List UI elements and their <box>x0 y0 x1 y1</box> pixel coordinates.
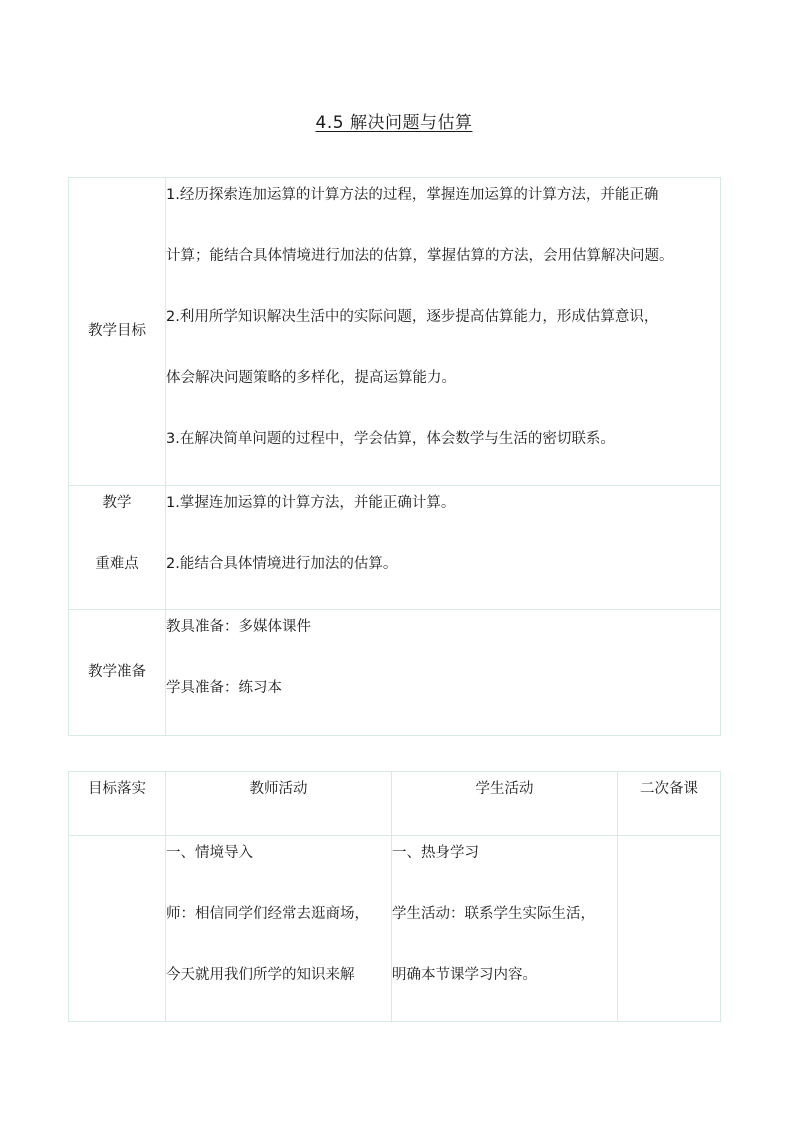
activities-row <box>69 836 721 1022</box>
objectives-line: 体会解决问题策略的多样化，提高运算能力。 <box>166 370 456 386</box>
key-points-row <box>69 486 721 610</box>
key-points-label <box>69 486 166 610</box>
header-student: 学生活动 <box>392 772 618 836</box>
objectives-line: 1.经历探索连加运算的计算方法的过程，掌握连加运算的计算方法，并能正确 <box>166 187 659 203</box>
teacher-activity-line: 今天就用我们所学的知识来解 <box>166 967 355 983</box>
preparation-line: 学具准备：练习本 <box>166 680 282 696</box>
student-activity-line: 明确本节课学习内容。 <box>392 967 537 983</box>
preparation-line: 教具准备：多媒体课件 <box>166 619 311 635</box>
key-points-label-line1: 教学 <box>102 495 132 511</box>
objectives-row <box>69 178 721 486</box>
lesson-info-table <box>68 177 721 736</box>
header-notes: 二次备课 <box>618 772 721 836</box>
notes-cell <box>618 836 721 1022</box>
student-activity-cell <box>392 836 618 1022</box>
objectives-label: 教学目标 <box>69 178 166 486</box>
student-activity-line: 学生活动：联系学生实际生活， <box>392 906 595 922</box>
document-title: 4.5 解决问题与估算 <box>315 113 473 133</box>
objectives-line: 计算；能结合具体情境进行加法的估算，掌握估算的方法，会用估算解决问题。 <box>166 248 674 264</box>
key-points-label-line2: 重难点 <box>95 556 139 572</box>
key-points-content <box>166 486 721 610</box>
header-goal: 目标落实 <box>69 772 166 836</box>
objectives-line: 2.利用所学知识解决生活中的实际问题，逐步提高估算能力，形成估算意识， <box>166 309 659 325</box>
activities-table <box>68 771 721 1022</box>
objectives-content <box>166 178 721 486</box>
key-points-line: 2.能结合具体情境进行加法的估算。 <box>166 556 398 572</box>
teacher-activity-line: 一、情境导入 <box>166 845 253 861</box>
preparation-row <box>69 610 721 736</box>
header-teacher: 教师活动 <box>166 772 392 836</box>
key-points-line: 1.掌握连加运算的计算方法，并能正确计算。 <box>166 495 456 511</box>
goal-cell <box>69 836 166 1022</box>
teacher-activity-cell <box>166 836 392 1022</box>
activities-header-row <box>69 772 721 836</box>
teacher-activity-line: 师：相信同学们经常去逛商场， <box>166 906 369 922</box>
preparation-label: 教学准备 <box>69 610 166 736</box>
student-activity-line: 一、热身学习 <box>392 845 479 861</box>
preparation-content <box>166 610 721 736</box>
objectives-line: 3.在解决简单问题的过程中，学会估算，体会数学与生活的密切联系。 <box>166 431 615 447</box>
